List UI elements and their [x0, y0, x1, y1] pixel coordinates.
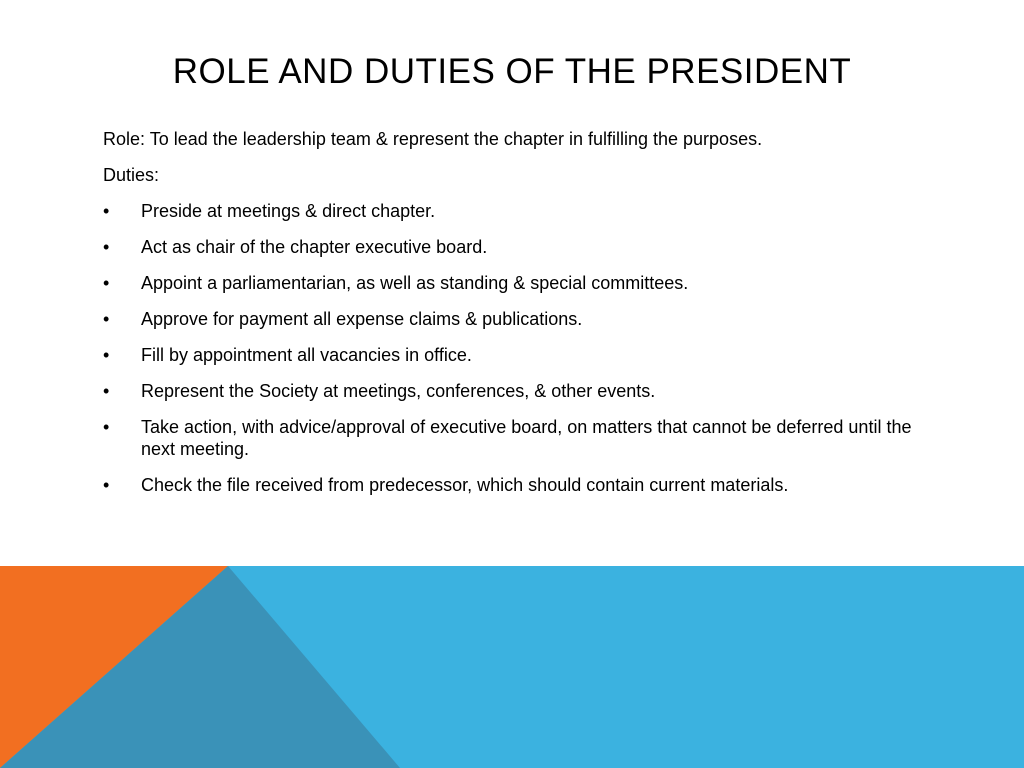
bullet-icon: •: [103, 381, 110, 401]
bullet-icon: •: [103, 475, 110, 495]
duty-keyword: Approve: [141, 309, 209, 329]
duty-keyword: Act as chair: [141, 237, 236, 257]
duty-text: for payment all expense claims & publications.: [208, 309, 583, 329]
duty-text: at meetings, conferences, & other events.: [318, 381, 656, 401]
duty-item: [103, 236, 923, 258]
slide-title: ROLE AND DUTIES OF THE PRESIDENT: [172, 52, 852, 91]
duty-item: [103, 380, 923, 402]
duty-keyword: direct: [322, 201, 367, 221]
duty-text: , with advice/approval of executive board, on matters that cannot be deferred until the next meeting.: [141, 417, 912, 459]
bullet-icon: •: [103, 309, 110, 329]
role-paragraph: [103, 128, 923, 150]
bullet-icon: •: [103, 237, 110, 257]
duty-text: of the chapter executive board.: [235, 237, 488, 257]
bullet-icon: •: [103, 273, 110, 293]
duty-keyword: Check the file: [141, 475, 251, 495]
bullet-icon: •: [103, 417, 110, 437]
duty-item: [103, 416, 923, 460]
bullet-icon: •: [103, 345, 110, 365]
duty-text: received from predecessor, which should contain: [250, 475, 650, 495]
duty-keyword: Take action: [141, 417, 233, 437]
duty-text: a parliamentarian, as well as standing & special committees.: [202, 273, 689, 293]
duty-keyword: Represent the Society: [141, 381, 319, 401]
duty-item: [103, 308, 923, 330]
slide-body: [103, 128, 923, 510]
duty-keyword: Preside: [141, 201, 203, 221]
duty-item: [103, 200, 923, 222]
duty-keyword: current: [649, 475, 706, 495]
duty-text: chapter.: [366, 201, 436, 221]
duty-text: all vacancies in office.: [292, 345, 472, 365]
role-text: : To lead the leadership team & represent the chapter in fulfilling the purposes.: [140, 129, 763, 149]
footer-decoration: [0, 566, 1024, 768]
duty-item: [103, 474, 923, 496]
duty-keyword: Appoint: [141, 273, 203, 293]
role-label: Role: [103, 129, 141, 149]
bullet-icon: •: [103, 201, 110, 221]
duty-keyword: Fill by appointment: [141, 345, 293, 365]
duty-item: [103, 344, 923, 366]
duty-text: at meetings &: [202, 201, 323, 221]
duties-label: Duties:: [103, 165, 160, 185]
duty-text: materials.: [705, 475, 789, 495]
duty-item: [103, 272, 923, 294]
duties-list: [103, 200, 923, 496]
